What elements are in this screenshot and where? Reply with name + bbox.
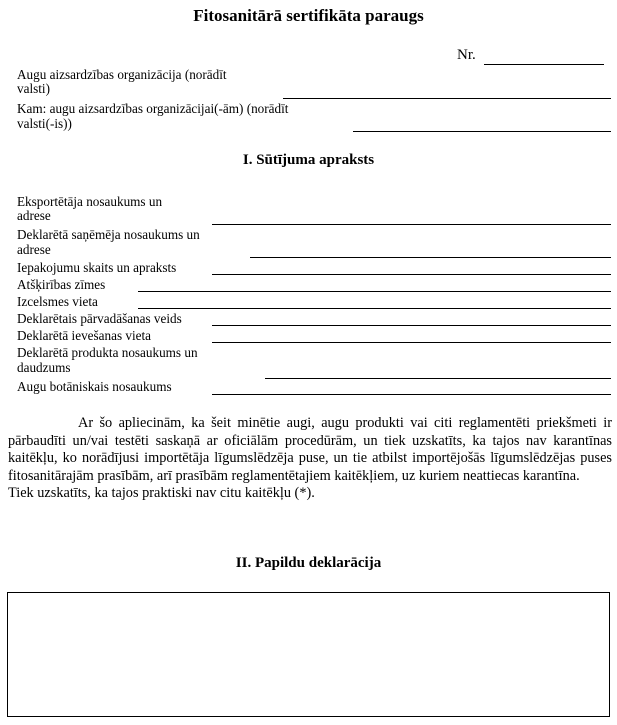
origin-line <box>138 308 611 309</box>
to-label-line1: Kam: augu aizsardzības organizācijai(-ām) (norādīt <box>17 101 289 116</box>
to-label-line2: valsti(-is)) <box>17 116 72 131</box>
transport-label: Deklarētais pārvadāšanas veids <box>17 311 182 326</box>
marks-label: Atšķirības zīmes <box>17 277 106 292</box>
consignee-label-line1: Deklarētā saņēmēja nosaukums un <box>17 227 200 242</box>
exporter-line <box>212 224 611 225</box>
product-label-line2: daudzums <box>17 360 71 375</box>
section2-heading: II. Papildu deklarācija <box>235 555 382 571</box>
exporter-label-line2: adrese <box>17 208 51 223</box>
marks-line <box>138 291 611 292</box>
org-line <box>283 98 611 99</box>
entry-point-label: Deklarētā ievešanas vieta <box>17 328 151 343</box>
form-title: Fitosanitārā sertifikāta paraugs <box>193 6 424 25</box>
botanical-label: Augu botāniskais nosaukums <box>17 379 172 394</box>
botanical-line <box>212 394 611 395</box>
origin-label: Izcelsmes vieta <box>17 294 98 309</box>
product-label-line1: Deklarētā produkta nosaukums un <box>17 345 198 360</box>
consignee-line <box>250 257 611 258</box>
section1-heading: I. Sūtījuma apraksts <box>242 152 375 168</box>
exporter-label-line1: Eksportētāja nosaukums un <box>17 194 163 209</box>
transport-line <box>212 325 611 326</box>
packages-label: Iepakojumu skaits un apraksts <box>17 260 177 275</box>
consignee-label-line2: adrese <box>17 242 51 257</box>
certification-paragraph: Ar šo apliecinām, ka šeit minētie augi, augu produkti vai citi reglamentēti priekšmeti ir pārbaudīti un/vai testēti saskaņā ar oficiālām procedūrām, un tiek uzskatīts, ka tajos nav karantīnas kaitēkļu, ko norādījusi importētāja līgumslēdzēja puse, un tie atbilst importējošās līgumslēdzējas puses fitosanitārajām prasībām, arī prasībām reglamentētajiem kaitēkļiem, uz kuriem neattiecas karantīna. <box>8 415 612 484</box>
entry-point-line <box>212 342 611 343</box>
additional-declaration-box[interactable] <box>7 592 610 717</box>
certification-last-line: Tiek uzskatīts, ka tajos praktiski nav citu kaitēkļu (*). <box>8 485 315 501</box>
product-line <box>265 378 611 379</box>
to-line <box>353 131 611 132</box>
number-line <box>484 64 604 65</box>
org-label-line2: valsti) <box>17 81 50 96</box>
certification-text <box>8 415 612 503</box>
packages-line <box>212 274 611 275</box>
org-label-line1: Augu aizsardzības organizācija (norādīt <box>17 67 227 82</box>
number-label: Nr. <box>457 47 476 63</box>
